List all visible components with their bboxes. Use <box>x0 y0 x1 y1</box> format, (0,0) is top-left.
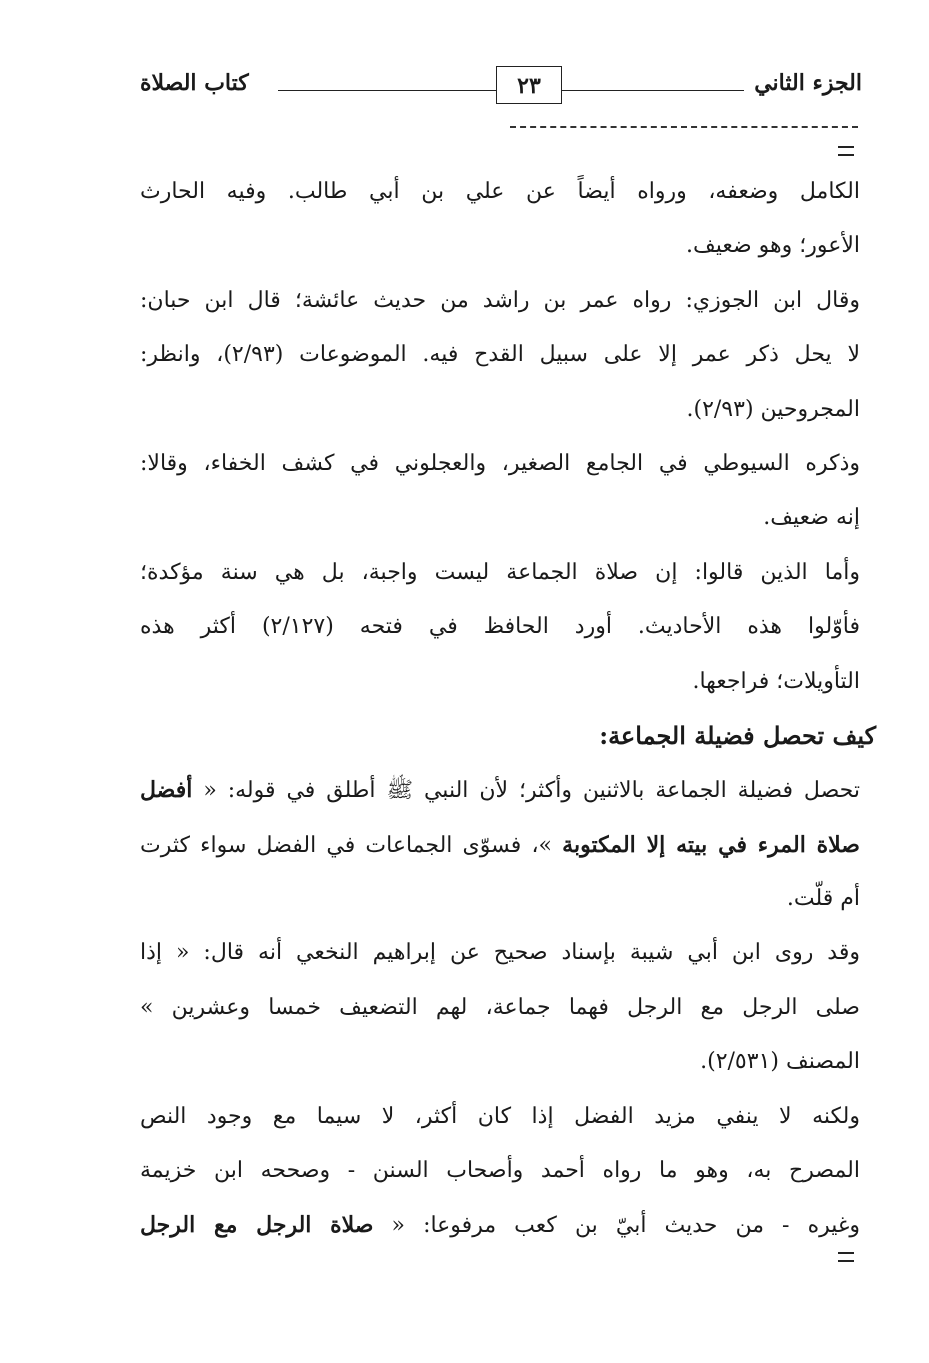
hadith-text: أفضل <box>140 777 193 804</box>
continuation-mark-top <box>838 146 854 156</box>
header-rule-right <box>562 90 744 91</box>
text-line: المصنف (٢/٥٣١). <box>700 1049 860 1075</box>
text-line: فأوّلوا هذه الأحاديث. أورد الحافظ في فتحه (٢/١٢٧) أكثر هذه <box>140 614 860 640</box>
page-body <box>140 165 876 1253</box>
text-line: المجروحين (٢/٩٣). <box>686 396 860 422</box>
page-number: ٢٣ <box>517 73 541 99</box>
text-line <box>140 763 860 817</box>
text-line: وذكره السيوطي في الجامع الصغير، والعجلوني في كشف الخفاء، وقالا: <box>140 450 860 476</box>
text-line: صلى الرجل مع الرجل فهما جماعة، لهم التضعيف خمسا وعشرين » <box>140 994 860 1020</box>
text-run: »، فسوّى الجماعات في الفضل سواء كثرت <box>140 832 563 858</box>
continuation-mark-bottom <box>838 1252 854 1262</box>
header-book-title: كتاب الصلاة <box>140 70 249 96</box>
header-rule-left <box>278 90 496 91</box>
hadith-text: صلاة المرء في بيته إلا المكتوبة <box>562 831 860 858</box>
header-part-title: الجزء الثاني <box>754 70 862 96</box>
text-run: وغيره - من حديث أبيّ بن كعب مرفوعا: « <box>373 1213 860 1239</box>
text-line <box>140 818 860 872</box>
text-line: الكامل وضعفه، ورواه أيضاً عن علي بن أبي طالب. وفيه الحارث <box>140 179 860 204</box>
page-number-box <box>496 66 562 104</box>
text-line: ولكنه لا ينفي مزيد الفضل إذا كان أكثر، لا سيما مع وجود النص <box>140 1103 860 1129</box>
text-line <box>140 1198 860 1252</box>
text-line: لا يحل ذكر عمر إلا على سبيل القدح فيه. الموضوعات (٢/٩٣)، وانظر: <box>140 342 860 368</box>
footnote-separator <box>510 126 858 128</box>
text-run: تحصل فضيلة الجماعة بالاثنين وأكثر؛ لأن النبي ﷺ أطلق في قوله: « <box>192 778 860 804</box>
text-line: وقال ابن الجوزي: رواه عمر بن راشد من حديث عائشة؛ قال ابن حبان: <box>140 287 860 313</box>
text-line: التأويلات؛ فراجعها. <box>692 668 860 694</box>
hadith-text: صلاة الرجل مع الرجل <box>140 1212 374 1239</box>
section-heading: كيف تحصل فضيلة الجماعة: <box>599 720 876 750</box>
text-line: وقد روى ابن أبي شيبة بإسناد صحيح عن إبراهيم النخعي أنه قال: « إذا <box>140 940 860 966</box>
text-line: إنه ضعيف. <box>763 505 860 531</box>
text-line: المصرح به، وهو ما رواه أحمد وأصحاب السنن - وصححه ابن خزيمة <box>140 1158 860 1184</box>
text-line: الأعور؛ وهو ضعيف. <box>685 233 860 259</box>
running-header <box>140 64 862 114</box>
text-line: أم قلّت. <box>786 886 860 912</box>
text-line: وأما الذين قالوا: إن صلاة الجماعة ليست واجبة، بل هي سنة مؤكدة؛ <box>140 559 860 585</box>
